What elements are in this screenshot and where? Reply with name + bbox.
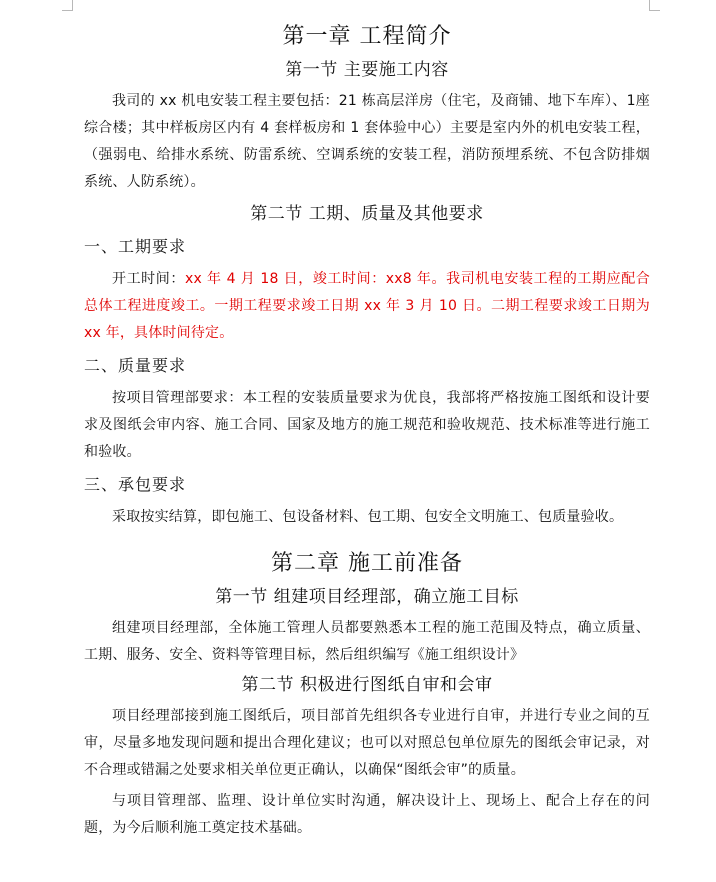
ch1-section-1-title: 第一节 主要施工内容 xyxy=(285,60,449,80)
ch2-section-2-title: 第二节 积极进行图纸自审和会审 xyxy=(241,675,493,695)
ch2-section-1-title: 第一节 组建项目经理部，确立施工目标 xyxy=(215,587,519,607)
schedule-dates-red: xx 年 4 月 18 日，竣工时间：xx8 年。我司机电安装工程的工期应配合总体工程进度竣工。一期工程要求竣工日期 xx 年 3 月 10 日。二期工程要求竣工日期为 xx 年，具体时间待定。 xyxy=(84,271,650,341)
ch1-section-1-paragraph: 我司的 xx 机电安装工程主要包括：21 栋高层洋房（住宅，及商铺、地下车库）、1座综合楼；其中样板房区内有 4 套样板房和 1 套体验中心）主要是室内外的机电安装工程，（强弱电、给排水系统、防雷系统、空调系统的安装工程，消防预埋系统、不包含防排烟系统、人防系统）。 xyxy=(84,93,650,190)
page-corner-mark-left xyxy=(62,0,73,11)
document-page xyxy=(84,12,650,842)
ch2-section-2-paragraph-2: 与项目管理部、监理、设计单位实时沟通，解决设计上、现场上、配合上存在的问题，为今后顺利施工奠定技术基础。 xyxy=(84,793,650,836)
quality-paragraph: 按项目管理部要求：本工程的安装质量要求为优良，我部将严格按施工图纸和设计要求及图纸会审内容、施工合同、国家及地方的施工规范和验收规范、技术标准等进行施工和验收。 xyxy=(84,390,650,460)
ch2-section-1-paragraph: 组建项目经理部，全体施工管理人员都要熟悉本工程的施工范围及特点，确立质量、工期、服务、安全、资料等管理目标，然后组织编写《施工组织设计》 xyxy=(84,620,650,663)
ch1-section-2-title: 第二节 工期、质量及其他要求 xyxy=(250,204,484,224)
schedule-heading: 一、工期要求 xyxy=(84,237,187,256)
chapter-1-title: 第一章 工程简介 xyxy=(282,24,452,49)
ch2-section-2-paragraph-1: 项目经理部接到施工图纸后，项目部首先组织各专业进行自审，并进行专业之间的互审，尽量多地发现问题和提出合理化建议；也可以对照总包单位原先的图纸会审记录，对不合理或错漏之处要求相关单位更正确认，以确保“图纸会审”的质量。 xyxy=(84,708,650,778)
chapter-2-title: 第二章 施工前准备 xyxy=(271,551,463,576)
page-corner-mark-right xyxy=(649,0,660,11)
quality-heading: 二、质量要求 xyxy=(84,356,187,375)
schedule-paragraph xyxy=(84,266,650,347)
contract-paragraph: 采取按实结算，即包施工、包设备材料、包工期、包安全文明施工、包质量验收。 xyxy=(112,509,624,525)
contract-heading: 三、承包要求 xyxy=(84,475,187,494)
schedule-prefix: 开工时间： xyxy=(112,271,185,287)
